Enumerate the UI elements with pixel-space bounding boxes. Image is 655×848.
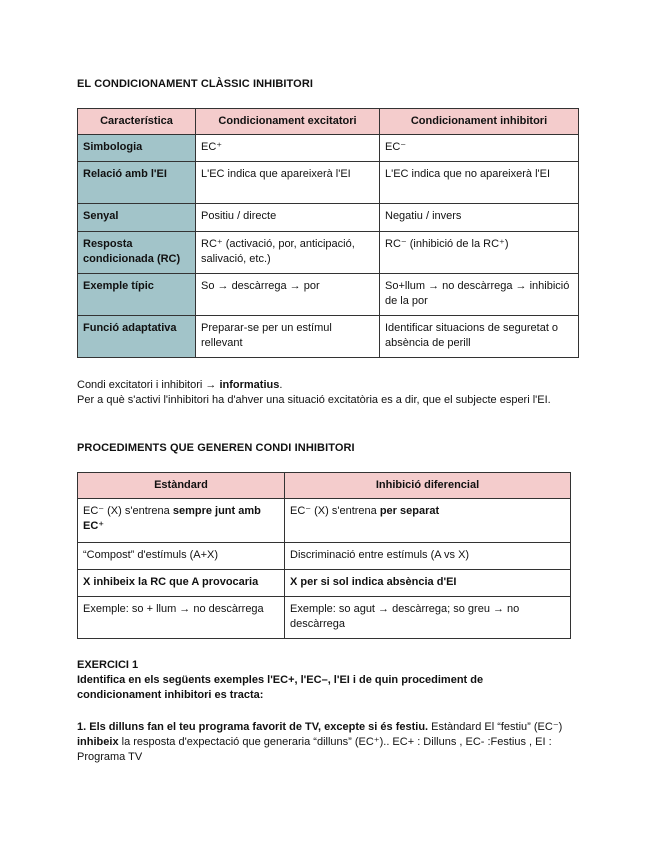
cell: RC⁻ (inhibició de la RC⁺) — [380, 232, 579, 274]
paragraph-informatius — [77, 378, 580, 408]
table-row — [78, 316, 579, 358]
exercise-question-1 — [77, 720, 580, 765]
table-row — [78, 274, 579, 316]
row-label: Exemple típic — [78, 274, 196, 316]
comparison-table — [77, 108, 579, 358]
bold-text: sempre junt amb EC⁺ — [83, 505, 261, 532]
cell: Negatiu / invers — [380, 204, 579, 232]
section-title: PROCEDIMENTS QUE GENEREN CONDI INHIBITORI — [77, 442, 355, 454]
cell: Preparar-se per un estímul rellevant — [196, 316, 380, 358]
cell: X per si sol indica absència d'EI — [285, 570, 571, 597]
cell: EC⁺ — [196, 135, 380, 162]
row-label: Resposta condicionada (RC) — [78, 232, 196, 274]
table-header: Condicionament excitatori — [196, 109, 380, 135]
cell: Positiu / directe — [196, 204, 380, 232]
exercise-instruction: Identifica en els següents exemples l'EC+, l'EC–, l'EI i de quin procediment de condicionament inhibitori es tracta: — [77, 674, 484, 701]
table-row — [78, 162, 579, 204]
text: Condi excitatori i inhibitori → — [77, 379, 220, 391]
table-row — [78, 570, 571, 597]
cell: L'EC indica que apareixerà l'EI — [196, 162, 380, 204]
text: EC⁻ (X) s'entrena — [83, 505, 173, 517]
table-header: Estàndard — [78, 473, 285, 499]
cell: Exemple: so agut → descàrrega; so greu → no descàrrega — [285, 597, 571, 639]
bold-text: inhibeix — [77, 736, 119, 748]
table-row — [78, 232, 579, 274]
cell: Discriminació entre estímuls (A vs X) — [285, 543, 571, 570]
bold-text: 1. Els dilluns fan el teu programa favorit de TV, excepte si és festiu. — [77, 721, 429, 733]
text: EC⁻ (X) s'entrena — [290, 505, 380, 517]
row-label: Relació amb l'EI — [78, 162, 196, 204]
row-label: Senyal — [78, 204, 196, 232]
bold-text: per separat — [379, 505, 440, 517]
bold-text: informatius — [219, 379, 280, 391]
cell — [78, 499, 285, 543]
text: la resposta d'expectació que generaria “dilluns” (EC⁺).. EC+ : Dilluns , EC- :Festius , EI : Programa TV — [77, 736, 552, 763]
text: Estàndard El “festiu” (EC⁻) — [428, 721, 563, 733]
table-row — [78, 597, 571, 639]
row-label: Funció adaptativa — [78, 316, 196, 358]
cell: So+llum → no descàrrega → inhibició de la por — [380, 274, 579, 316]
cell: RC⁺ (activació, por, anticipació, salivació, etc.) — [196, 232, 380, 274]
table-row — [78, 135, 579, 162]
procedures-table — [77, 472, 571, 639]
cell: “Compost” d'estímuls (A+X) — [78, 543, 285, 570]
cell: Exemple: so + llum → no descàrrega — [78, 597, 285, 639]
exercise-title: EXERCICI 1 — [77, 659, 139, 671]
table-header: Característica — [78, 109, 196, 135]
cell — [285, 499, 571, 543]
text: Per a què s'activi l'inhibitori ha d'ahver una situació excitatòria es a dir, que el subjecte esperi l'EI. — [77, 394, 551, 406]
cell: Identificar situacions de seguretat o absència de perill — [380, 316, 579, 358]
cell: X inhibeix la RC que A provocaria — [78, 570, 285, 597]
table-row — [78, 204, 579, 232]
section-title: EL CONDICIONAMENT CLÀSSIC INHIBITORI — [77, 78, 314, 90]
table-header: Condicionament inhibitori — [380, 109, 579, 135]
text: . — [279, 379, 283, 391]
cell: So → descàrrega → por — [196, 274, 380, 316]
table-row — [78, 543, 571, 570]
table-row — [78, 499, 571, 543]
table-header: Inhibició diferencial — [285, 473, 571, 499]
cell: L'EC indica que no apareixerà l'EI — [380, 162, 579, 204]
row-label: Simbologia — [78, 135, 196, 162]
cell: EC⁻ — [380, 135, 579, 162]
